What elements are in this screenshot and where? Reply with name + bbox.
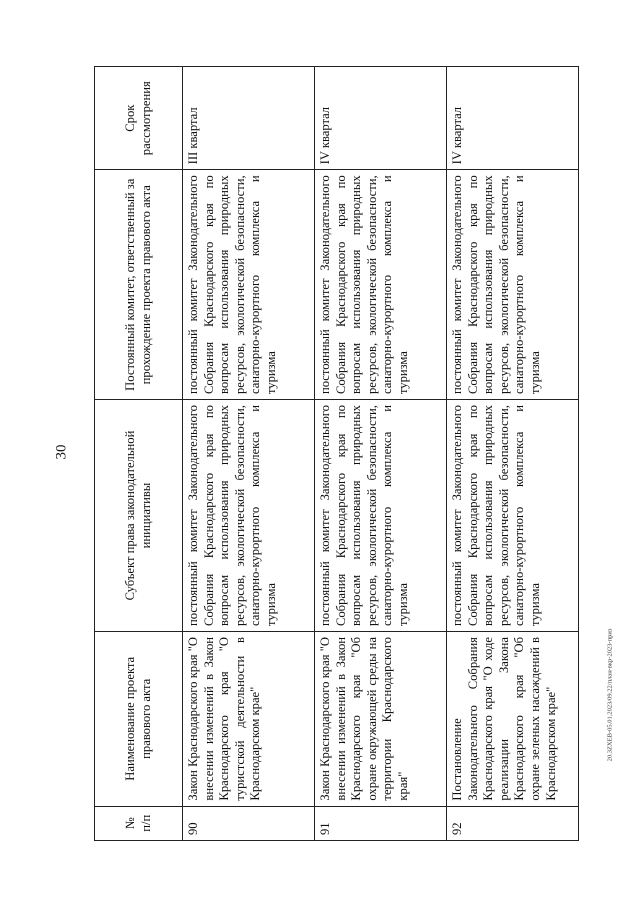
initiative-subject: постоянный комитет Законодательного Собрания Краснодарского края по вопросам использования природных ресурсов, экологической безопасности, санаторно-курортного комплекса и туризма xyxy=(183,400,315,632)
act-title: Закон Краснодарского края "О внесении изменений в Закон Краснодарского края "О туристской деятельности в Краснодарском крае" xyxy=(183,632,315,807)
row-number: 91 xyxy=(315,806,447,840)
header-responsible-committee: Постоянный комитет, ответственный за прохождение проекта правового акта xyxy=(95,170,183,400)
header-initiative-subject: Субъект права законодательной инициативы xyxy=(95,400,183,632)
header-review-term: Срок рассмотрения xyxy=(95,67,183,170)
review-term: IV квартал xyxy=(315,67,447,170)
responsible-committee: постоянный комитет Законодательного Собрания Краснодарского края по вопросам использования природных ресурсов, экологической безопасности, санаторно-курортного комплекса и туризма xyxy=(315,170,447,400)
table-row xyxy=(183,67,315,841)
document-stamp: 20.3ZXEB-05.01.2023/09.22/план-вкр-2023-приз xyxy=(606,628,614,762)
responsible-committee: постоянный комитет Законодательного Собрания Краснодарского края по вопросам использования природных ресурсов, экологической безопасности, санаторно-курортного комплекса и туризма xyxy=(183,170,315,400)
review-term: III квартал xyxy=(183,67,315,170)
responsible-committee: постоянный комитет Законодательного Собрания Краснодарского края по вопросам использования природных ресурсов, экологической безопасности, санаторно-курортного комплекса и туризма xyxy=(447,170,579,400)
initiative-subject: постоянный комитет Законодательного Собрания Краснодарского края по вопросам использования природных ресурсов, экологической безопасности, санаторно-курортного комплекса и туризма xyxy=(447,400,579,632)
table-row xyxy=(447,67,579,841)
plan-table xyxy=(94,66,579,841)
review-term: IV квартал xyxy=(447,67,579,170)
page-number: 30 xyxy=(53,444,70,460)
act-title: Закон Краснодарского края "О внесении изменений в Закон Краснодарского края "Об охране окружающей среды на территории Краснодарского края" xyxy=(315,632,447,807)
table-row xyxy=(315,67,447,841)
row-number: 90 xyxy=(183,806,315,840)
act-title: Постановление Законодательного Собрания Краснодарского края "О ходе реализации Закона Краснодарского края "Об охране зеленых насаждений в Краснодарском крае" xyxy=(447,632,579,807)
table-header-row xyxy=(95,67,183,841)
header-act-title: Наименование проекта правового акта xyxy=(95,632,183,807)
header-number: № п/п xyxy=(95,806,183,840)
row-number: 92 xyxy=(447,806,579,840)
initiative-subject: постоянный комитет Законодательного Собрания Краснодарского края по вопросам использования природных ресурсов, экологической безопасности, санаторно-курортного комплекса и туризма xyxy=(315,400,447,632)
